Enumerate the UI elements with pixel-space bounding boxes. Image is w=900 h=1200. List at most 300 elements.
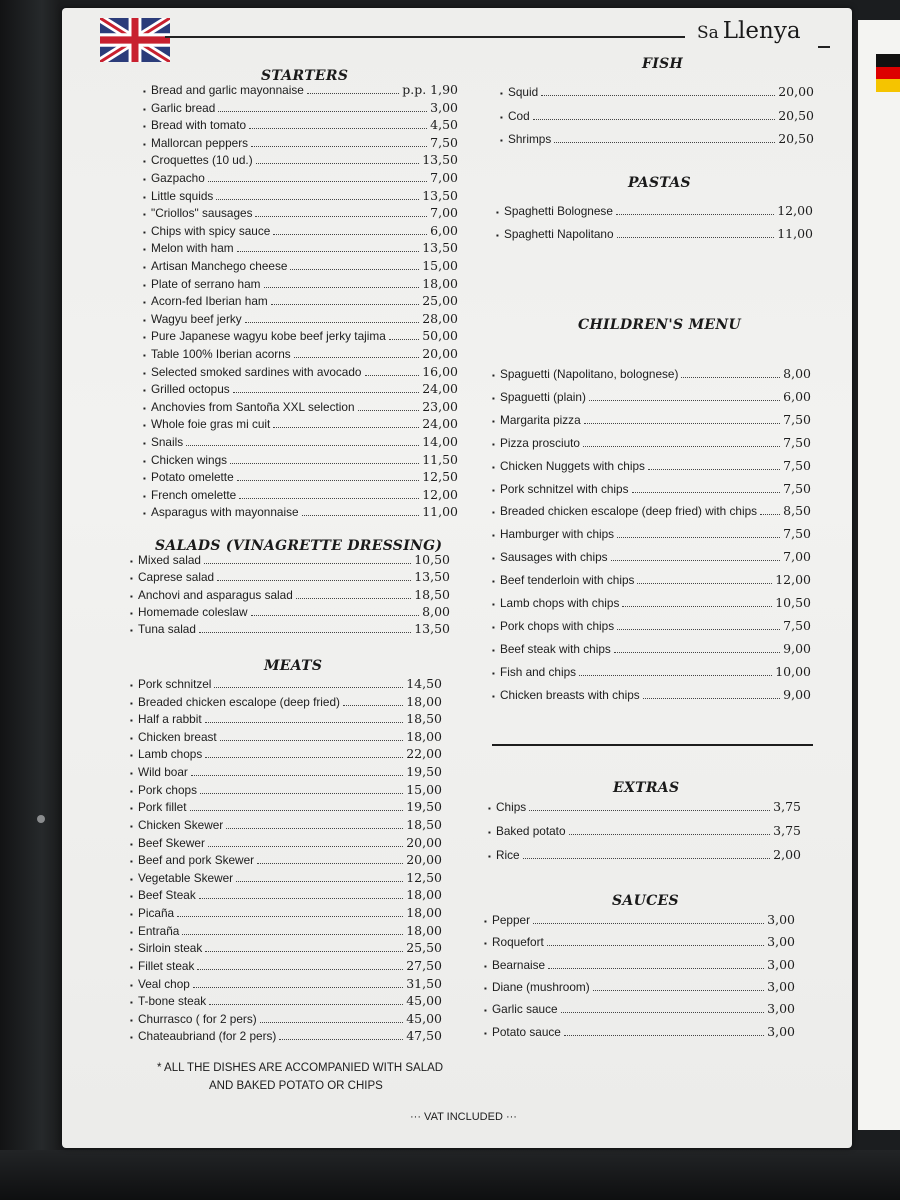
dot-leader [237,251,420,252]
menu-item-price: 8,00 [422,603,450,619]
menu-item-name: Mixed salad [138,553,201,567]
menu-item [500,131,814,148]
bullet-icon: ▪ [143,456,146,466]
menu-item-name: Bread and garlic mayonnaise [151,83,304,97]
menu-item [496,203,813,220]
menu-item [492,618,811,635]
menu-item-price: 11,50 [422,451,458,467]
bullet-icon: ▪ [130,681,133,690]
menu-item-name: Croquettes (10 ud.) [151,153,253,168]
bullet-icon: ▪ [484,917,487,926]
menu-item-price: 47,50 [406,1028,442,1044]
menu-item-name: Caprese salad [138,570,215,585]
bullet-icon: ▪ [143,210,146,220]
dot-leader [637,583,772,584]
bullet-icon: ▪ [143,280,146,290]
menu-item-price: 7,50 [783,617,811,633]
bullet-icon: ▪ [496,208,499,217]
bullet-icon: ▪ [484,1006,487,1016]
dot-leader [255,216,427,217]
menu-item-price: 7,00 [783,549,811,565]
menu-item-price: 4,50 [430,117,458,133]
menu-item [143,170,458,187]
menu-item-price: 7,50 [430,134,458,150]
dot-leader [204,563,411,564]
bullet-icon: ▪ [130,998,133,1008]
menu-item-name: Squid [508,85,539,99]
menu-item-price: 19,50 [406,764,442,780]
menu-item-price: 20,50 [778,131,814,146]
menu-item-name: Asparagus with mayonnaise [151,505,299,520]
bullet-icon: ▪ [130,751,133,761]
menu-item [143,469,458,486]
bullet-icon: ▪ [130,574,133,584]
dot-leader [616,214,774,215]
menu-item [143,205,458,222]
menu-item [130,923,442,940]
dot-leader [547,945,764,946]
dot-leader [561,1012,765,1013]
bullet-icon: ▪ [492,600,495,609]
menu-item-price: 20,00 [422,346,458,361]
menu-item-name: Artisan Manchego cheese [151,259,288,273]
section-title-salads: SALADS (VINAGRETTE DRESSING) [155,538,443,554]
menu-item-name: Potato sauce [492,1024,561,1039]
menu-item [143,100,458,117]
bullet-icon: ▪ [143,386,146,396]
menu-item-name: Breaded chicken escalope (deep fried) with chips [500,504,758,519]
menu-item-price: 3,00 [767,912,795,927]
menu-item [130,940,442,957]
menu-item-price: 12,50 [406,869,442,885]
bullet-icon: ▪ [130,698,133,708]
dot-leader [358,410,420,411]
bullet-icon: ▪ [484,939,487,949]
section-divider [492,744,813,746]
bullet-icon: ▪ [492,462,495,472]
menu-item [143,504,458,521]
dot-leader [260,1022,404,1023]
menu-item-price: 20,00 [778,84,814,99]
menu-item-name: Cod [508,108,530,123]
menu-item-name: Half a rabbit [138,712,202,727]
menu-item-price: 15,00 [422,258,458,273]
bullet-icon: ▪ [130,716,133,726]
dot-leader [182,934,403,935]
bullet-icon: ▪ [130,1015,133,1025]
menu-item-name: Rice [496,848,520,862]
menu-item-name: Beef tenderloin with chips [500,573,635,588]
next-page-edge [856,20,900,1130]
bullet-icon: ▪ [130,1033,133,1043]
menu-item-price: 10,00 [775,663,811,679]
bullet-icon: ▪ [130,857,133,867]
menu-item-name: Anchovies from Santoña XXL selection [151,399,355,414]
dot-leader [190,810,404,811]
menu-item [143,82,458,99]
dot-leader [617,537,780,538]
menu-item-price: 7,00 [430,205,458,221]
menu-binder-edge [0,1150,900,1200]
bullet-icon: ▪ [143,333,146,343]
menu-item-price: 3,00 [767,1023,795,1039]
dot-leader [186,445,419,446]
dot-leader [230,463,419,464]
menu-item-name: Pizza prosciuto [500,435,580,450]
menu-item-name: Little squids [151,188,214,203]
menu-item [143,276,458,293]
bullet-icon: ▪ [143,474,146,484]
menu-item-name: Plate of serrano ham [151,276,261,291]
menu-item [500,84,814,101]
menu-item-name: Churrasco ( for 2 pers) [138,1011,257,1026]
dot-leader [199,632,411,633]
bullet-icon: ▪ [130,927,133,937]
menu-item [496,226,813,243]
menu-item [130,694,442,711]
menu-item-price: 12,50 [422,469,458,485]
menu-item-name: Spaguetti (Napolitano, bolognese) [500,367,679,381]
menu-item [130,993,442,1010]
section-title-meats: MEATS [264,658,323,674]
menu-item-price: 50,00 [422,328,458,344]
bullet-icon: ▪ [492,645,495,655]
bullet-icon: ▪ [488,828,491,837]
dot-leader [564,1035,764,1036]
dot-leader [236,881,403,882]
menu-item [130,905,442,922]
menu-item [130,729,442,746]
menu-item-price: 45,00 [406,993,442,1009]
dot-leader [632,492,781,493]
bullet-icon: ▪ [130,980,133,990]
dot-leader [523,858,771,859]
menu-item-name: Lamb chops with chips [500,596,620,610]
dot-leader [249,128,427,129]
bullet-icon: ▪ [492,531,495,541]
menu-item [130,587,450,604]
bullet-icon: ▪ [130,945,133,955]
dot-leader [220,740,404,741]
menu-item [143,117,458,134]
menu-item [492,481,811,498]
bullet-icon: ▪ [143,227,146,237]
dot-leader [533,119,776,120]
menu-item [484,1001,795,1018]
menu-item-name: Grilled octopus [151,382,230,397]
menu-item-price: 2,00 [773,847,801,862]
dot-leader [569,834,771,835]
menu-item-price: 20,00 [406,852,442,868]
dot-leader [271,304,419,305]
menu-item-name: Shrimps [508,132,552,146]
menu-item-name: Hamburger with chips [500,527,615,542]
menu-item-price: 13,50 [422,240,458,256]
bullet-icon: ▪ [130,608,133,618]
menu-item-price: 14,00 [422,434,458,449]
dot-leader [273,427,419,428]
menu-item [143,416,458,433]
menu-item [130,817,442,834]
menu-item-price: 6,00 [783,388,811,404]
section-title-children: CHILDREN'S MENU [578,317,741,333]
menu-item-price: 18,00 [406,922,442,938]
dot-leader [622,606,772,607]
menu-item-price: 13,50 [422,152,458,168]
menu-item [143,487,458,504]
bullet-icon: ▪ [496,231,499,240]
dot-leader [760,514,780,515]
menu-item [484,979,795,996]
menu-item-name: Lamb chops [138,747,203,762]
bullet-icon: ▪ [492,691,495,701]
menu-item [130,569,450,586]
bullet-icon: ▪ [492,393,495,403]
menu-item-price: 13,50 [414,621,450,637]
bullet-icon: ▪ [492,622,495,632]
section-title-pastas: PASTAS [628,175,691,191]
bullet-icon: ▪ [143,351,146,360]
menu-item-name: Melon with ham [151,241,234,256]
menu-item [130,835,442,852]
menu-item-price: 14,50 [406,676,442,691]
bullet-icon: ▪ [488,804,491,813]
menu-item [130,870,442,887]
menu-item-name: Beef Skewer [138,835,205,850]
bullet-icon: ▪ [143,192,146,202]
dot-leader [617,237,775,238]
menu-item-price: 18,00 [422,275,458,291]
dot-leader [617,629,780,630]
menu-item [143,434,458,451]
menu-item-price: 12,00 [775,572,811,588]
menu-binder-spine [0,0,60,1200]
menu-item-price: 11,00 [422,504,458,520]
menu-item [492,595,811,612]
menu-item-price: 8,50 [783,503,811,519]
menu-item [484,912,795,929]
menu-item-name: Gazpacho [151,171,205,185]
bullet-icon: ▪ [143,263,146,272]
menu-item [130,1011,442,1028]
menu-item [130,1028,442,1045]
dot-leader [208,846,403,847]
menu-item [130,621,450,638]
menu-item-price: 7,50 [783,480,811,496]
menu-item-name: Bread with tomato [151,118,247,133]
menu-item [143,223,458,240]
menu-item [492,412,811,429]
menu-item [130,764,442,781]
menu-item-name: Vegetable Skewer [138,870,234,885]
menu-item-price: 3,00 [430,99,458,115]
menu-item-price: 13,50 [414,569,450,585]
dot-leader [279,1039,403,1040]
restaurant-brand [697,18,801,44]
menu-item [143,188,458,205]
menu-item-price: 18,00 [406,887,442,903]
bullet-icon: ▪ [130,839,133,849]
dot-leader [216,199,419,200]
menu-item-name: Sirloin steak [138,941,203,956]
dot-leader [177,916,403,917]
menu-item-price: 3,00 [767,956,795,972]
bullet-icon: ▪ [484,1028,487,1038]
bullet-icon: ▪ [130,626,133,636]
menu-item-price: 9,00 [783,686,811,702]
menu-item-name: Spaghetti Bolognese [504,204,613,218]
bullet-icon: ▪ [492,668,495,678]
bullet-icon: ▪ [492,554,495,564]
brand-name: Llenya [722,18,801,44]
menu-item-name: Baked potato [496,824,566,838]
menu-item-price: 3,00 [767,934,795,950]
header-rule [165,36,685,38]
menu-item [130,676,442,693]
menu-item-price: 7,50 [783,457,811,473]
menu-item [130,604,450,621]
vat-note: ··· VAT INCLUDED ··· [410,1111,517,1123]
menu-item-price: 3,00 [767,1001,795,1017]
menu-item-name: Fillet steak [138,958,195,973]
menu-item-name: Sausages with chips [500,550,608,565]
dot-leader [214,687,403,688]
dot-leader [208,181,427,182]
menu-item [143,381,458,398]
bullet-icon: ▪ [143,403,146,413]
menu-item-price: 11,00 [777,226,813,241]
dot-leader [251,615,420,616]
menu-item-price: 12,00 [422,486,458,502]
menu-item-name: Chicken Skewer [138,817,224,832]
menu-item-price: 18,00 [406,905,442,921]
menu-item [143,293,458,310]
bullet-icon: ▪ [143,368,146,378]
menu-item-name: Beef steak with chips [500,641,611,656]
menu-item-price: 3,75 [773,823,801,838]
menu-item-price: 31,50 [406,975,442,991]
menu-item-name: Pork chops with chips [500,618,615,633]
menu-item-price: 24,00 [422,416,458,432]
menu-item-name: Acorn-fed Iberian ham [151,294,268,309]
dot-leader [554,142,775,143]
bullet-icon: ▪ [130,591,133,601]
bullet-icon: ▪ [130,910,133,920]
dot-leader [294,357,420,358]
menu-item-price: 20,50 [778,107,814,123]
menu-item-name: Whole foie gras mi cuit [151,417,271,432]
menu-item-price: 18,00 [406,693,442,709]
menu-item-name: Homemade coleslaw [138,604,248,619]
menu-item-name: Margarita pizza [500,412,581,427]
bullet-icon: ▪ [143,509,146,519]
menu-item-name: Mallorcan peppers [151,135,249,150]
menu-item-name: Breaded chicken escalope (deep fried) [138,694,340,709]
menu-item [143,346,458,363]
menu-item-price: 16,00 [422,363,458,379]
menu-item [130,711,442,728]
bullet-icon: ▪ [143,491,146,501]
menu-item-name: Garlic bread [151,100,216,115]
menu-item [484,957,795,974]
dot-leader [217,580,411,581]
dot-leader [290,269,419,270]
dot-leader [245,322,420,323]
bullet-icon: ▪ [143,298,146,308]
menu-item [492,572,811,589]
menu-item-name: Chips [496,800,527,814]
menu-item-price: 18,50 [406,711,442,727]
menu-item [143,452,458,469]
menu-item-name: Pork fillet [138,800,187,815]
menu-item [492,366,811,383]
bullet-icon: ▪ [130,821,133,831]
menu-item-name: Chateaubriand (for 2 pers) [138,1029,277,1044]
bullet-icon: ▪ [130,962,133,972]
dot-leader [611,560,781,561]
menu-item-price: 7,00 [430,170,458,185]
menu-item-price: p.p. 1,90 [402,82,458,97]
dot-leader [643,698,781,699]
menu-item-name: Bearnaise [492,957,546,972]
bullet-icon: ▪ [130,557,133,566]
dot-leader [205,951,403,952]
dot-leader [548,968,764,969]
menu-item-name: "Criollos" sausages [151,206,253,221]
bullet-icon: ▪ [143,104,146,114]
bullet-icon: ▪ [130,769,133,779]
menu-item-name: Anchovi and asparagus salad [138,587,293,602]
dot-leader [541,95,775,96]
menu-item-name: Table 100% Iberian acorns [151,347,291,361]
bullet-icon: ▪ [500,89,503,98]
binder-rivet [37,815,45,823]
dot-leader [593,990,764,991]
dot-leader [389,339,419,340]
menu-item [143,240,458,257]
dot-leader [614,652,780,653]
bullet-icon: ▪ [143,315,146,325]
accompaniment-note-line1: * ALL THE DISHES ARE ACCOMPANIED WITH SALAD [157,1062,444,1074]
dot-leader [302,515,420,516]
bullet-icon: ▪ [143,421,146,431]
menu-item-price: 45,00 [406,1010,442,1026]
menu-item-name: Selected smoked sardines with avocado [151,364,362,379]
menu-item-name: French omelette [151,487,237,502]
menu-item-price: 18,50 [414,586,450,602]
bullet-icon: ▪ [143,157,146,167]
bullet-icon: ▪ [492,371,495,380]
menu-item-name: Beef Steak [138,888,196,903]
dot-leader [681,377,780,378]
dot-leader [209,1004,403,1005]
menu-item-price: 18,00 [406,728,442,744]
bullet-icon: ▪ [130,892,133,902]
menu-item-name: Pork schnitzel [138,677,212,691]
dot-leader [589,400,780,401]
menu-item [143,364,458,381]
section-title-sauces: SAUCES [612,893,679,909]
bullet-icon: ▪ [492,416,495,426]
bullet-icon: ▪ [143,439,146,448]
menu-item-name: Chicken breast [138,729,217,744]
menu-item-price: 7,50 [783,434,811,450]
dot-leader [191,775,403,776]
menu-item-name: Spaguetti (plain) [500,389,586,404]
menu-item [488,823,801,840]
menu-item [130,976,442,993]
menu-item-price: 25,00 [422,293,458,309]
